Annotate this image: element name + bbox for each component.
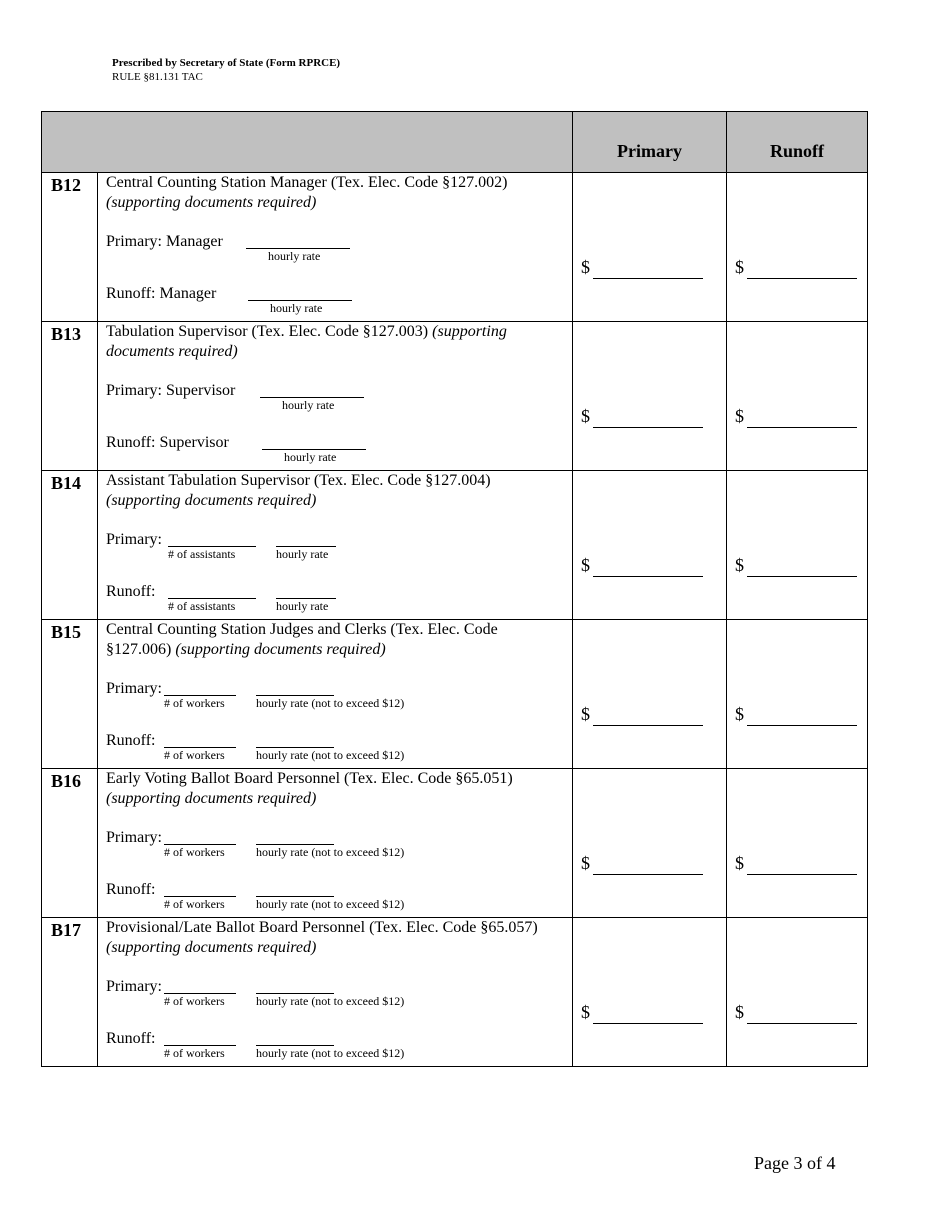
- runoff-amount-cell[interactable]: [727, 471, 868, 620]
- runoff-rate-caption: hourly rate: [270, 301, 323, 315]
- runoff-line: [106, 434, 566, 474]
- runoff-line: [106, 583, 566, 623]
- row-description: [98, 620, 573, 769]
- row-code: B17: [42, 918, 98, 1067]
- row-description: [98, 173, 573, 322]
- primary-label: Primary:: [106, 978, 162, 995]
- row-description: [98, 769, 573, 918]
- runoff-currency-sign: $: [735, 704, 744, 724]
- row-title: [106, 173, 548, 213]
- runoff-label: Runoff:: [106, 881, 156, 898]
- row-note: (supporting documents required): [106, 323, 507, 360]
- row-description: [98, 471, 573, 620]
- primary-currency-sign: $: [581, 1002, 590, 1022]
- runoff-amount-blank[interactable]: [747, 724, 857, 726]
- primary-amount-cell[interactable]: [573, 322, 727, 471]
- runoff-amount-blank[interactable]: [747, 426, 857, 428]
- runoff-amount-blank[interactable]: [747, 873, 857, 875]
- row-title-text: Assistant Tabulation Supervisor (Tex. Elec. Code §127.004): [106, 472, 491, 489]
- row-note: (supporting documents required): [106, 790, 317, 807]
- page-number: Page 3 of 4: [754, 1153, 836, 1173]
- prescribed-line: Prescribed by Secretary of State (Form RPRCE): [112, 57, 341, 69]
- primary-line: [106, 829, 566, 869]
- row-title: [106, 322, 548, 362]
- row-note: (supporting documents required): [175, 641, 386, 658]
- runoff-rate-caption: hourly rate: [276, 599, 329, 613]
- primary-rate-caption: hourly rate: [282, 398, 335, 412]
- primary-line: [106, 978, 566, 1018]
- runoff-currency-sign: $: [735, 257, 744, 277]
- primary-line: [106, 233, 566, 273]
- header-blank-cell: [42, 112, 573, 173]
- primary-amount-blank[interactable]: [593, 426, 703, 428]
- primary-label: Primary:: [106, 680, 162, 697]
- row-note: (supporting documents required): [106, 194, 317, 211]
- form-header: [112, 56, 340, 84]
- primary-count-caption: # of assistants: [168, 547, 236, 561]
- primary-currency-sign: $: [581, 257, 590, 277]
- runoff-amount-cell[interactable]: [727, 769, 868, 918]
- primary-amount-cell[interactable]: [573, 173, 727, 322]
- row-description: [98, 322, 573, 471]
- runoff-column-header: Runoff: [727, 112, 868, 173]
- primary-amount-blank[interactable]: [593, 277, 703, 279]
- row-title: [106, 769, 548, 809]
- runoff-currency-sign: $: [735, 853, 744, 873]
- row-note: (supporting documents required): [106, 492, 317, 509]
- table-header-row: [42, 112, 868, 173]
- row-title: [106, 471, 548, 511]
- primary-count-caption: # of workers: [164, 994, 225, 1008]
- runoff-line: [106, 881, 566, 921]
- primary-amount-blank[interactable]: [593, 724, 703, 726]
- cost-estimate-table: [41, 111, 868, 1067]
- row-code: B15: [42, 620, 98, 769]
- primary-currency-sign: $: [581, 853, 590, 873]
- runoff-label: Runoff: Supervisor: [106, 434, 229, 451]
- runoff-currency-sign: $: [735, 406, 744, 426]
- primary-label: Primary: Manager: [106, 233, 223, 250]
- primary-rate-caption: hourly rate: [276, 547, 329, 561]
- row-title-text: Tabulation Supervisor (Tex. Elec. Code §127.003): [106, 323, 429, 340]
- runoff-rate-caption: hourly rate (not to exceed $12): [256, 1046, 405, 1060]
- primary-amount-blank[interactable]: [593, 575, 703, 577]
- row-title: [106, 620, 548, 660]
- primary-rate-caption: hourly rate (not to exceed $12): [256, 994, 405, 1008]
- runoff-amount-blank[interactable]: [747, 277, 857, 279]
- primary-line: [106, 531, 566, 571]
- table-row: [42, 918, 868, 1067]
- runoff-label: Runoff:: [106, 732, 156, 749]
- row-code: B13: [42, 322, 98, 471]
- rule-line: RULE §81.131 TAC: [112, 71, 203, 83]
- runoff-rate-caption: hourly rate (not to exceed $12): [256, 748, 405, 762]
- primary-count-caption: # of workers: [164, 696, 225, 710]
- primary-currency-sign: $: [581, 406, 590, 426]
- runoff-currency-sign: $: [735, 555, 744, 575]
- row-code: B12: [42, 173, 98, 322]
- table-row: [42, 620, 868, 769]
- row-title-text: Provisional/Late Ballot Board Personnel (Tex. Elec. Code §65.057): [106, 919, 538, 936]
- row-code: B14: [42, 471, 98, 620]
- primary-amount-cell[interactable]: [573, 471, 727, 620]
- primary-amount-blank[interactable]: [593, 873, 703, 875]
- runoff-amount-blank[interactable]: [747, 1022, 857, 1024]
- runoff-label: Runoff:: [106, 583, 156, 600]
- row-title: [106, 918, 548, 958]
- runoff-line: [106, 732, 566, 772]
- primary-label: Primary:: [106, 829, 162, 846]
- runoff-line: [106, 1030, 566, 1070]
- primary-currency-sign: $: [581, 555, 590, 575]
- runoff-amount-cell[interactable]: [727, 918, 868, 1067]
- primary-label: Primary:: [106, 531, 162, 548]
- runoff-count-caption: # of assistants: [168, 599, 236, 613]
- table-row: [42, 173, 868, 322]
- row-note: (supporting documents required): [106, 939, 317, 956]
- primary-rate-caption: hourly rate (not to exceed $12): [256, 696, 405, 710]
- table-row: [42, 322, 868, 471]
- primary-amount-blank[interactable]: [593, 1022, 703, 1024]
- row-description: [98, 918, 573, 1067]
- primary-amount-cell[interactable]: [573, 620, 727, 769]
- runoff-label: Runoff:: [106, 1030, 156, 1047]
- table-row: [42, 471, 868, 620]
- primary-count-caption: # of workers: [164, 845, 225, 859]
- row-title-text: Early Voting Ballot Board Personnel (Tex. Elec. Code §65.051): [106, 770, 513, 787]
- runoff-rate-caption: hourly rate (not to exceed $12): [256, 897, 405, 911]
- primary-rate-caption: hourly rate: [268, 249, 321, 263]
- row-title-text: Central Counting Station Judges and Clerks (Tex. Elec. Code §127.006): [106, 621, 498, 658]
- row-title-text: Central Counting Station Manager (Tex. Elec. Code §127.002): [106, 174, 508, 191]
- primary-currency-sign: $: [581, 704, 590, 724]
- primary-label: Primary: Supervisor: [106, 382, 236, 399]
- runoff-count-caption: # of workers: [164, 748, 225, 762]
- runoff-label: Runoff: Manager: [106, 285, 217, 302]
- runoff-amount-cell[interactable]: [727, 173, 868, 322]
- runoff-line: [106, 285, 566, 325]
- primary-amount-cell[interactable]: [573, 918, 727, 1067]
- runoff-amount-blank[interactable]: [747, 575, 857, 577]
- runoff-currency-sign: $: [735, 1002, 744, 1022]
- row-code: B16: [42, 769, 98, 918]
- runoff-count-caption: # of workers: [164, 1046, 225, 1060]
- primary-line: [106, 680, 566, 720]
- runoff-amount-cell[interactable]: [727, 322, 868, 471]
- primary-amount-cell[interactable]: [573, 769, 727, 918]
- runoff-count-caption: # of workers: [164, 897, 225, 911]
- runoff-rate-caption: hourly rate: [284, 450, 337, 464]
- runoff-amount-cell[interactable]: [727, 620, 868, 769]
- primary-line: [106, 382, 566, 422]
- primary-column-header: Primary: [573, 112, 727, 173]
- table-row: [42, 769, 868, 918]
- primary-rate-caption: hourly rate (not to exceed $12): [256, 845, 405, 859]
